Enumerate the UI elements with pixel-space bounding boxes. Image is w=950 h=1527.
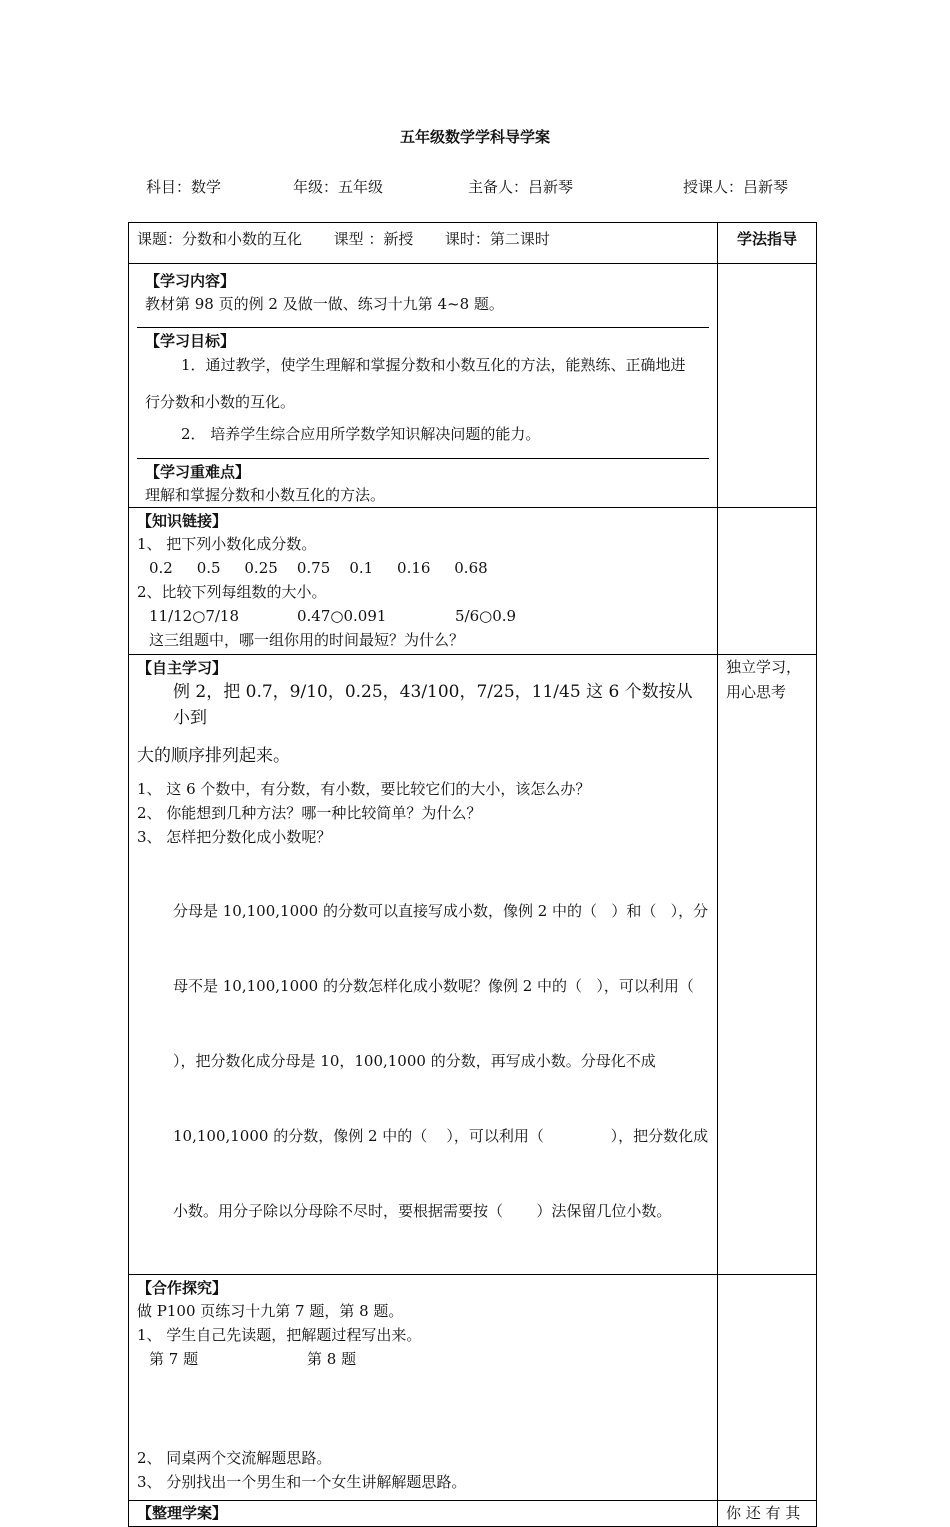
page-title: 五年级数学学科导学案 xyxy=(399,128,550,146)
link-q1: 1、 把下列小数化成分数。 xyxy=(137,535,317,553)
intro-guide-cell xyxy=(718,264,817,508)
coop-guide-cell xyxy=(718,1275,817,1501)
guide-column-header: 学法指导 xyxy=(718,223,817,264)
key-text: 理解和掌握分数和小数互化的方法。 xyxy=(145,486,386,504)
answer-space xyxy=(137,1371,709,1446)
summary-row xyxy=(129,1501,817,1527)
coop-q2: 2、 同桌两个交流解题思路。 xyxy=(137,1449,332,1467)
self-q1: 1、 这 6 个数中，有分数，有小数，要比较它们的大小，该怎么办？ xyxy=(137,780,591,798)
meta-teacher: 授课人：吕新琴 xyxy=(683,178,789,196)
header-cell xyxy=(129,223,718,264)
goals-section xyxy=(137,327,709,458)
self-study-guide: 独立学习，用心思考 xyxy=(718,655,817,1275)
goal-1-line-a: 1．通过教学，使学生理解和掌握分数和小数互化的方法，能熟练、正确地进 xyxy=(181,356,686,374)
compare-b: 0.47○0.091 xyxy=(297,607,387,625)
self-method-line-5: 小数。用分子除以分母除不尽时，要根据需要按（ ）法保留几位小数。 xyxy=(173,1202,672,1220)
meta-preparer: 主备人：吕新琴 xyxy=(468,178,574,196)
coop-q3: 3、 分别找出一个男生和一个女生讲解解题思路。 xyxy=(137,1473,467,1491)
lesson-plan-table xyxy=(128,222,817,1527)
link-q2: 2、比较下列每组数的大小。 xyxy=(137,583,327,601)
self-study-cell xyxy=(129,655,718,1275)
intro-row xyxy=(129,264,817,508)
content-heading: 【学习内容】 xyxy=(145,272,236,290)
self-example-line-a: 例 2，把 0.7，9/10，0.25，43/100，7/25，11/45 这 6 个数按从小到 xyxy=(173,682,693,728)
meta-grade: 年级：五年级 xyxy=(293,178,384,196)
summary-cell xyxy=(129,1501,718,1527)
content-text: 教材第 98 页的例 2 及做一做、练习十九第 4~8 题。 xyxy=(145,295,504,313)
self-example-line-b: 大的顺序排列起来。 xyxy=(137,746,290,766)
header-row xyxy=(129,223,817,264)
topic-label: 课题：分数和小数的互化 xyxy=(137,230,303,248)
coop-task: 做 P100 页练习十九第 7 题，第 8 题。 xyxy=(137,1302,404,1320)
problem-8-label: 第 8 题 xyxy=(307,1350,357,1368)
coop-q1: 1、 学生自己先读题，把解题过程写出来。 xyxy=(137,1326,422,1344)
self-method-line-2: 母不是 10,100,1000 的分数怎样化成小数呢？像例 2 中的（ ），可以利用（ xyxy=(173,977,694,995)
meta-subject: 科目：数学 xyxy=(146,178,222,196)
link-cell xyxy=(129,508,718,655)
key-section xyxy=(137,458,709,507)
link-q2-items xyxy=(137,604,709,628)
link-row xyxy=(129,508,817,655)
self-q3: 3、 怎样把分数化成小数呢？ xyxy=(137,828,332,846)
link-guide-cell xyxy=(718,508,817,655)
lesson-type-label: 课型 ：新授 xyxy=(333,230,414,248)
summary-guide: 你 还 有 其 xyxy=(718,1501,817,1527)
goal-1-line-b: 行分数和小数的互化。 xyxy=(145,393,296,411)
intro-cell xyxy=(129,264,718,508)
self-heading: 【自主学习】 xyxy=(137,659,228,677)
self-study-row xyxy=(129,655,817,1275)
key-heading: 【学习重难点】 xyxy=(145,463,251,481)
summary-heading: 【整理学案】 xyxy=(137,1504,228,1522)
link-q3: 这三组题中，哪一组你用的时间最短？为什么？ xyxy=(149,631,465,649)
compare-c: 5/6○0.9 xyxy=(455,607,517,625)
link-heading: 【知识链接】 xyxy=(137,512,228,530)
link-q1-values: 0.2 0.5 0.25 0.75 0.1 0.16 0.68 xyxy=(149,559,488,577)
self-method-line-3: ），把分数化成分母是 10，100,1000 的分数，再写成小数。分母化不成 xyxy=(173,1052,656,1070)
compare-a: 11/12○7/18 xyxy=(149,607,239,625)
coop-row xyxy=(129,1275,817,1501)
self-method-paragraph xyxy=(137,849,709,1274)
problem-7-label: 第 7 题 xyxy=(149,1350,199,1368)
coop-heading: 【合作探究】 xyxy=(137,1279,228,1297)
goal-2: 2． 培养学生综合应用所学数学知识解决问题的能力。 xyxy=(181,425,541,443)
self-method-line-1: 分母是 10,100,1000 的分数可以直接写成小数，像例 2 中的（ ）和（ ），分 xyxy=(173,902,709,920)
self-q2: 2、 你能想到几种方法？哪一种比较简单？为什么？ xyxy=(137,804,482,822)
coop-problem-labels xyxy=(137,1347,709,1371)
self-method-line-4: 10,100,1000 的分数，像例 2 中的（ ），可以利用（ ），把分数化成 xyxy=(173,1127,709,1145)
coop-cell xyxy=(129,1275,718,1501)
goals-heading: 【学习目标】 xyxy=(145,332,236,350)
content-section xyxy=(137,264,709,327)
period-label: 课时：第二课时 xyxy=(444,230,550,248)
